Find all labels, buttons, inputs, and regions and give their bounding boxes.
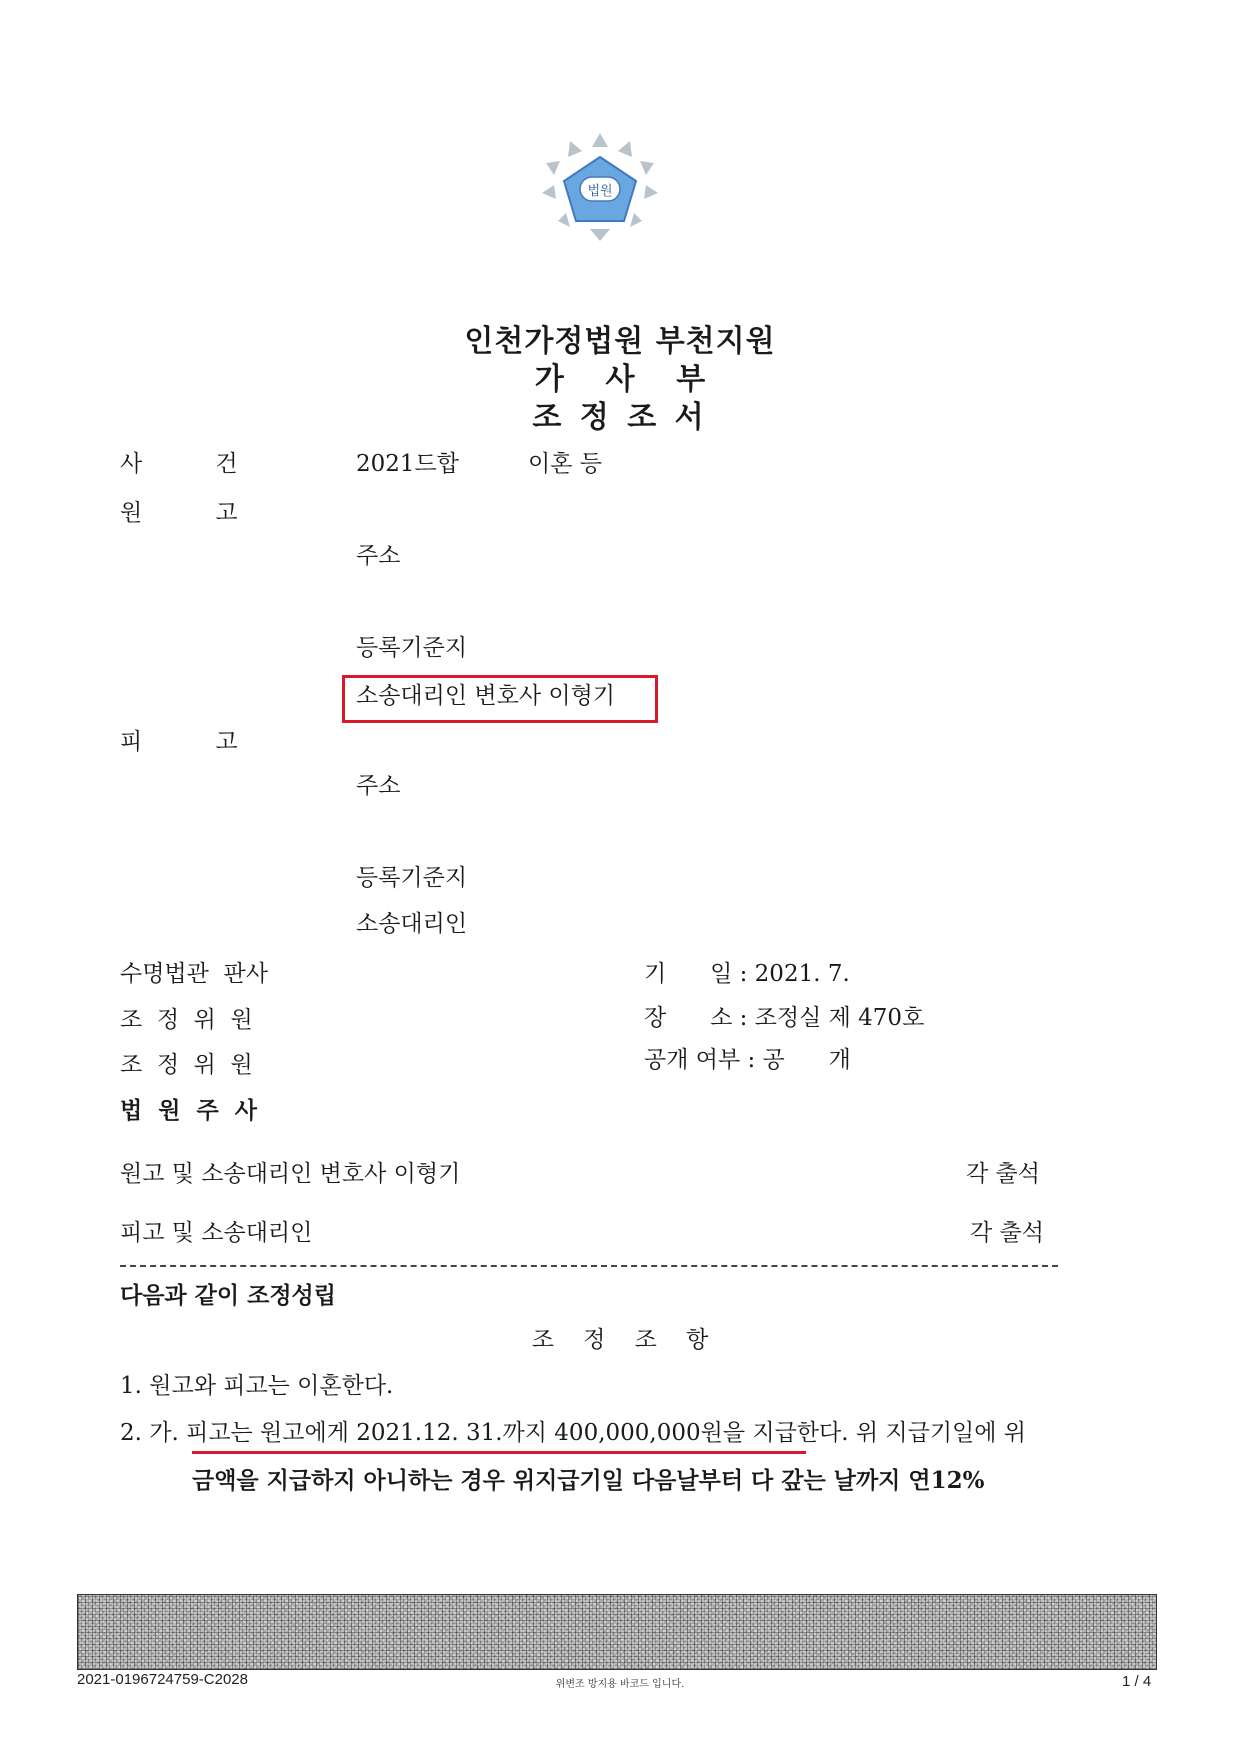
document-title: 조 정 조 서 [532,400,708,435]
defendant-registry-label: 등록기준지 [356,865,468,891]
session-date: 기 일 : 2021. 7. [644,961,850,987]
document-id: 2021-0196724759-C2028 [77,1671,248,1688]
attorney-highlight-box [342,675,658,723]
case-name: 이혼 등 [528,451,602,477]
mediator-label-2: 조 정 위 원 [120,1052,253,1078]
section-divider [120,1265,1058,1267]
anti-forgery-barcode [77,1594,1157,1670]
emblem-label: 법원 [587,184,613,199]
terms-title: 조 정 조 항 [531,1327,709,1353]
term-item-2-line-1: 2. 가. 피고는 원고에게 2021.12. 31.까지 400,000,000원을 지급한다. 위 지급기일에 위 [120,1420,1027,1446]
page-number: 1 / 4 [1122,1673,1152,1690]
court-emblem-icon [530,129,670,244]
clerk-label: 법 원 주 사 [120,1097,257,1124]
settlement-intro: 다음과 같이 조정성립 [120,1282,336,1309]
plaintiff-attorney: 소송대리인 변호사 이형기 [356,683,616,709]
plaintiff-label: 원 고 [120,500,238,526]
plaintiff-attendance: 원고 및 소송대리인 변호사 이형기 [120,1161,461,1187]
term-item-2-line-2: 금액을 지급하지 아니하는 경우 위지급기일 다음날부터 다 갚는 날까지 연12% [192,1467,985,1494]
court-name: 인천가정법원 부천지원 [464,324,776,359]
mediator-label-1: 조 정 위 원 [120,1007,253,1033]
defendant-address-label: 주소 [356,773,401,799]
defendant-attorney: 소송대리인 [356,911,468,937]
division-name: 가 사 부 [534,362,706,397]
term-item-1: 1. 원고와 피고는 이혼한다. [120,1373,394,1399]
public-status: 공개 여부 : 공 개 [644,1047,851,1073]
plaintiff-attendance-status: 각 출석 [966,1161,1040,1187]
defendant-attendance-status: 각 출석 [970,1220,1044,1246]
plaintiff-registry-label: 등록기준지 [356,635,468,661]
case-number: 2021드합 [356,451,459,477]
defendant-label: 피 고 [120,729,238,755]
barcode-note: 위변조 방지용 바코드 입니다. [555,1679,685,1690]
plaintiff-address-label: 주소 [356,543,401,569]
judge-label: 수명법관 판사 [120,961,268,987]
session-place: 장 소 : 조정실 제 470호 [644,1005,925,1031]
payment-underline [192,1451,806,1454]
court-emblem [520,110,660,225]
case-label: 사 건 [120,451,238,477]
defendant-attendance: 피고 및 소송대리인 [120,1220,313,1246]
